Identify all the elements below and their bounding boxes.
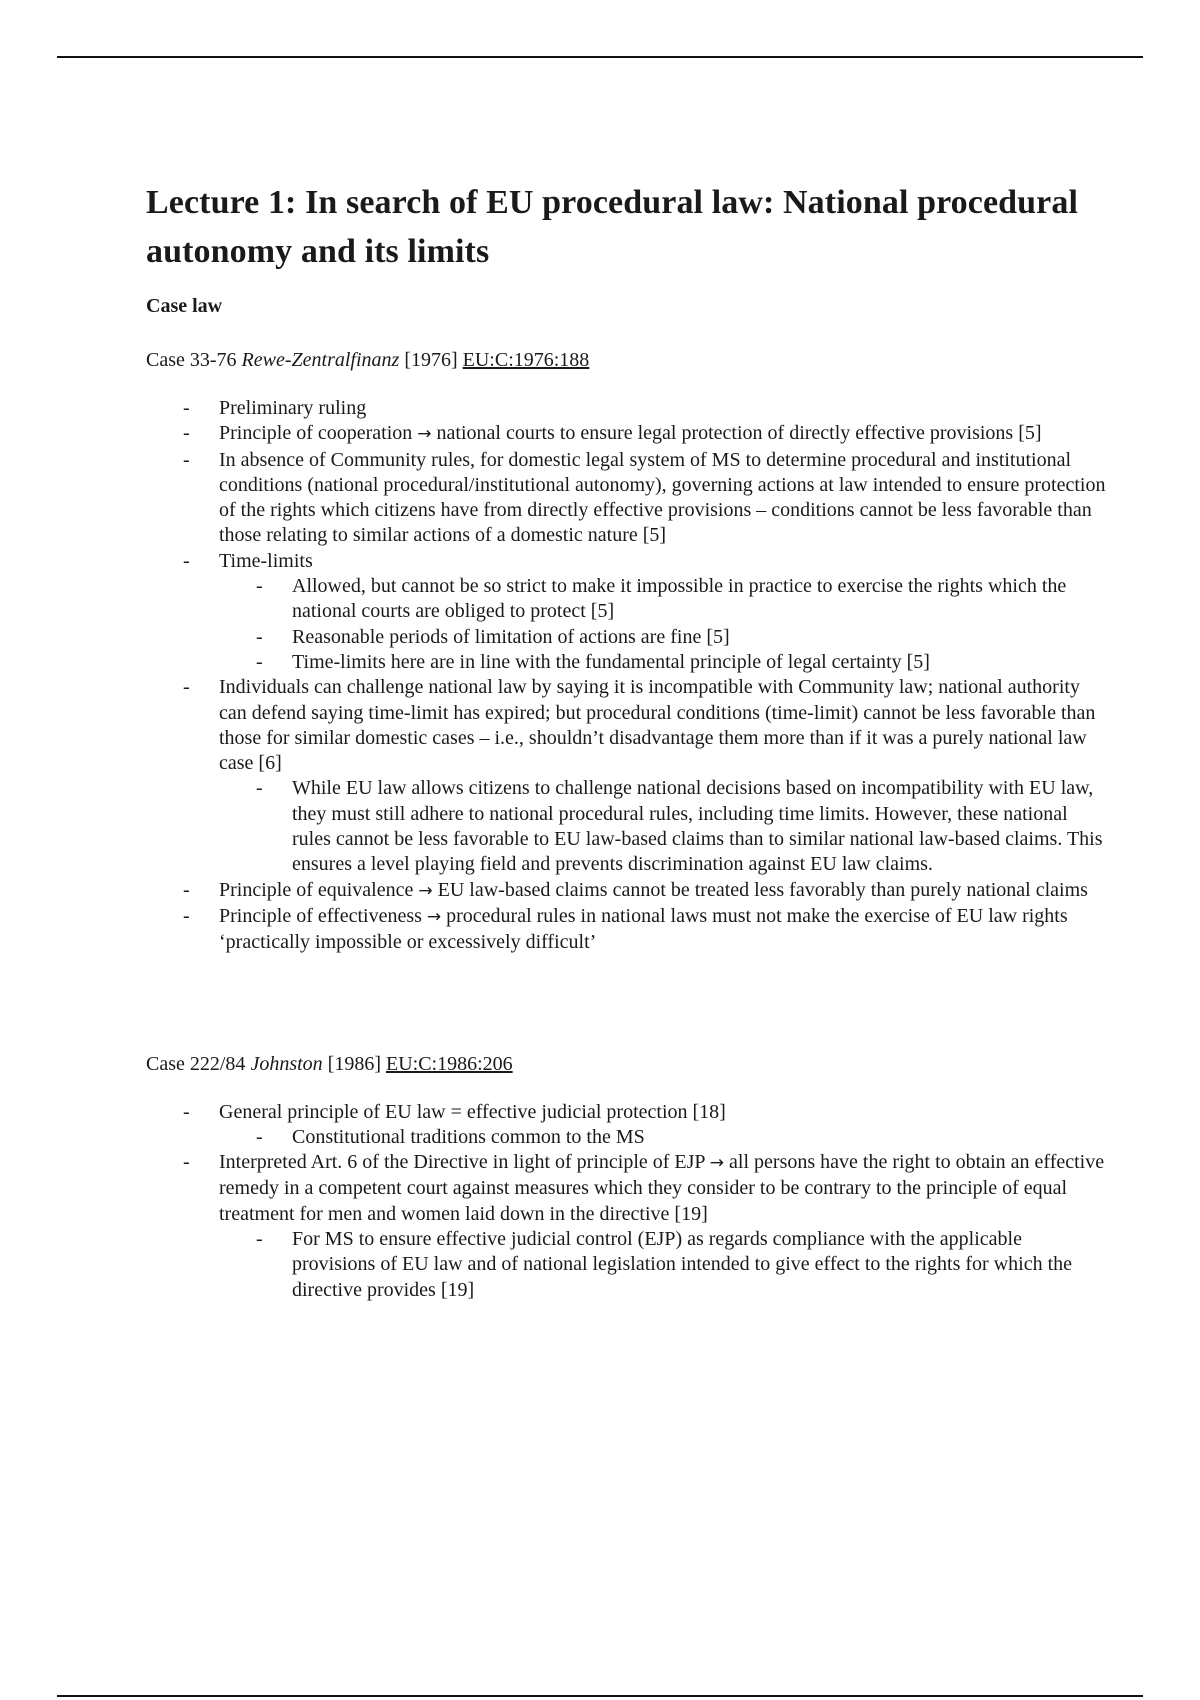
list-item xyxy=(183,1100,1106,1151)
item-text: Reasonable periods of limitation of actions are fine [5] xyxy=(292,625,730,648)
bullet-dash: - xyxy=(256,650,263,673)
arrow-icon: → xyxy=(426,906,442,927)
list-item xyxy=(183,448,1106,549)
sub-list-item xyxy=(256,650,1106,675)
item-text: all persons have the right to obtain an effective remedy in a competent court against measures which they consider to be contrary to the principle of equal treatment for men and women laid down in the directive [19] xyxy=(219,1151,1105,1225)
item-text: In absence of Community rules, for domestic legal system of MS to determine procedural and institutional conditions (national procedural/institutional autonomy), governing actions at law intended to ensure protection of the rights which citizens have from directly effective provisions – conditions cannot be less favorable than those relating to similar actions of a domestic nature [5] xyxy=(219,448,1106,547)
document-body xyxy=(146,178,1106,1303)
case-notes-list xyxy=(146,396,1106,956)
sub-list-item xyxy=(256,1227,1106,1303)
bullet-dash: - xyxy=(183,1100,190,1123)
bullet-dash: - xyxy=(256,777,263,800)
item-text: Preliminary ruling xyxy=(219,397,367,419)
bullet-dash: - xyxy=(183,422,190,445)
case-number: Case 222/84 xyxy=(146,1052,251,1075)
sub-list xyxy=(219,1125,1106,1150)
list-item xyxy=(183,904,1106,956)
sub-list-item xyxy=(256,776,1106,877)
list-item xyxy=(183,549,1106,675)
bullet-dash: - xyxy=(183,676,190,699)
item-text: procedural rules in national laws must not make the exercise of EU law rights ‘practically impossible or excessively difficult’ xyxy=(219,904,1068,954)
item-text: For MS to ensure effective judicial control (EJP) as regards compliance with the applicable provisions of EU law and of national legislation intended to give effect to the rights for which the directive provides [19] xyxy=(292,1228,1072,1301)
bullet-dash: - xyxy=(256,1125,263,1148)
bullet-dash: - xyxy=(256,625,263,648)
list-item xyxy=(183,396,1106,421)
bullet-dash: - xyxy=(256,1228,263,1251)
ecli-link[interactable]: EU:C:1986:206 xyxy=(385,1052,513,1075)
case-name: Johnston xyxy=(250,1052,323,1075)
case-title-johnston xyxy=(146,1052,1106,1076)
bullet-dash: - xyxy=(183,878,190,901)
sub-list-item xyxy=(256,1125,1106,1150)
section-spacer xyxy=(146,956,1106,1052)
list-item xyxy=(183,421,1106,447)
sub-list xyxy=(219,574,1106,675)
case-number: Case 33-76 xyxy=(146,349,242,371)
bullet-dash: - xyxy=(183,397,190,419)
section-heading: Case law xyxy=(146,295,223,317)
item-text: Time-limits xyxy=(219,549,313,572)
case-notes-list xyxy=(146,1100,1106,1303)
bullet-dash: - xyxy=(183,1151,190,1174)
item-text: General principle of EU law = effective judicial protection [18] xyxy=(219,1100,726,1123)
item-text: Principle of effectiveness xyxy=(219,904,427,927)
arrow-icon: → xyxy=(417,424,432,445)
sub-list xyxy=(219,1227,1106,1303)
list-item xyxy=(183,1150,1106,1303)
case-year: [1976] xyxy=(399,349,463,371)
case-title-rewe xyxy=(146,348,1106,372)
item-text: While EU law allows citizens to challenge national decisions based on incompatibility with EU law, they must still adhere to national procedural rules, including time limits. However, these national rules cannot be less favorable to EU law-based claims than to similar national law-based claims. This ensures a level playing field and prevents discrimination against EU law claims. xyxy=(292,777,1103,876)
sub-list-item xyxy=(256,625,1106,650)
sub-list xyxy=(219,776,1106,877)
item-text: Principle of cooperation xyxy=(219,422,418,445)
item-text: Allowed, but cannot be so strict to make it impossible in practice to exercise the rights which the national courts are obliged to protect [5] xyxy=(292,575,1067,623)
bullet-dash: - xyxy=(183,448,190,471)
item-text: EU law-based claims cannot be treated less favorably than purely national claims xyxy=(432,878,1088,901)
arrow-icon: → xyxy=(709,1153,725,1174)
top-rule xyxy=(57,56,1143,58)
case-year: [1986] xyxy=(322,1052,386,1075)
case-name: Rewe-Zentralfinanz xyxy=(241,349,400,371)
arrow-icon: → xyxy=(418,880,433,901)
bullet-dash: - xyxy=(183,904,190,927)
list-item xyxy=(183,878,1106,904)
item-text: national courts to ensure legal protection of directly effective provisions [5] xyxy=(431,422,1042,445)
sub-list-item xyxy=(256,574,1106,625)
item-text: Individuals can challenge national law by saying it is incompatible with Community law; national authority can defend saying time-limit has expired; but procedural conditions (time-limit) cannot be less favorable than those for similar domestic cases – i.e., shouldn’t disadvantage them more than if it was a purely national law case [6] xyxy=(219,676,1096,775)
item-text: Interpreted Art. 6 of the Directive in light of principle of EJP xyxy=(219,1151,710,1174)
bullet-dash: - xyxy=(256,575,263,598)
item-text: Time-limits here are in line with the fundamental principle of legal certainty [5] xyxy=(292,650,930,673)
bullet-dash: - xyxy=(183,549,190,572)
bottom-rule xyxy=(57,1695,1143,1697)
item-text: Principle of equivalence xyxy=(219,878,419,901)
list-item xyxy=(183,675,1106,877)
ecli-link[interactable]: EU:C:1976:188 xyxy=(462,349,590,371)
item-text: Constitutional traditions common to the MS xyxy=(292,1125,645,1148)
page-title: Lecture 1: In search of EU procedural law: National procedural autonomy and its limits xyxy=(146,184,1079,270)
